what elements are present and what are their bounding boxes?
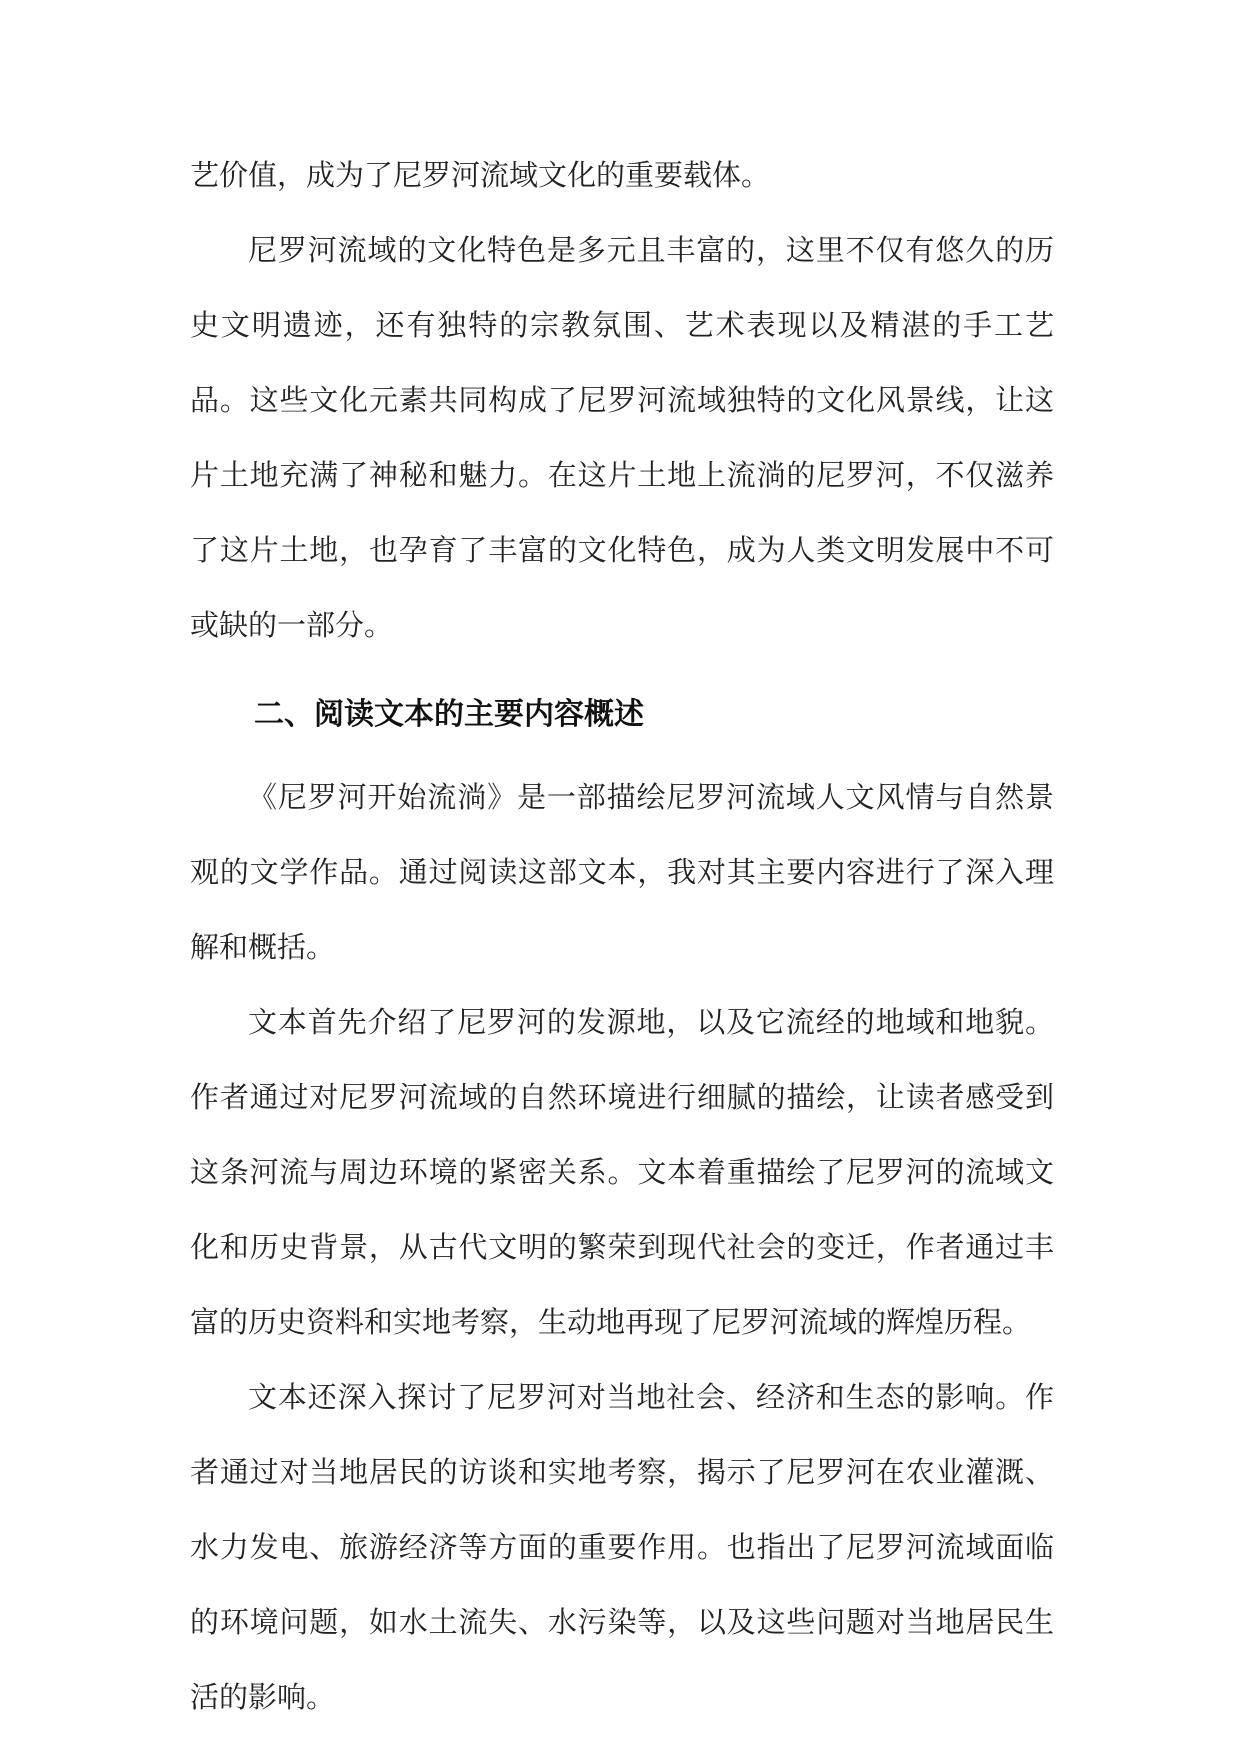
paragraph-impact: 文本还深入探讨了尼罗河对当地社会、经济和生态的影响。作者通过对当地居民的访谈和实地考察，揭示了尼罗河在农业灌溉、水力发电、旅游经济等方面的重要作用。也指出了尼罗河流域面临的环境问题，如水土流失、水污染等，以及这些问题对当地居民生活的影响。: [190, 1380, 1054, 1714]
document-body: [190, 138, 1054, 1735]
paragraph-overview: 《尼罗河开始流淌》是一部描绘尼罗河流域人文风情与自然景观的文学作品。通过阅读这部文本，我对其主要内容进行了深入理解和概括。: [190, 780, 1054, 964]
paragraph-origin-history: 文本首先介绍了尼罗河的发源地，以及它流经的地域和地貌。作者通过对尼罗河流域的自然环境进行细腻的描绘，让读者感受到这条河流与周边环境的紧密关系。文本着重描绘了尼罗河的流域文化和历史背景，从古代文明的繁荣到现代社会的变迁，作者通过丰富的历史资料和实地考察，生动地再现了尼罗河流域的辉煌历程。: [190, 1005, 1054, 1339]
paragraph-continuation: 艺价值，成为了尼罗河流域文化的重要载体。: [190, 158, 771, 192]
section-heading: 二、阅读文本的主要内容概述: [254, 697, 644, 732]
paragraph-cultural-features: 尼罗河流域的文化特色是多元且丰富的，这里不仅有悠久的历史文明遗迹，还有独特的宗教氛围、艺术表现以及精湛的手工艺品。这些文化元素共同构成了尼罗河流域独特的文化风景线，让这片土地充满了神秘和魅力。在这片土地上流淌的尼罗河，不仅滋养了这片土地，也孕育了丰富的文化特色，成为人类文明发展中不可或缺的一部分。: [190, 233, 1054, 642]
